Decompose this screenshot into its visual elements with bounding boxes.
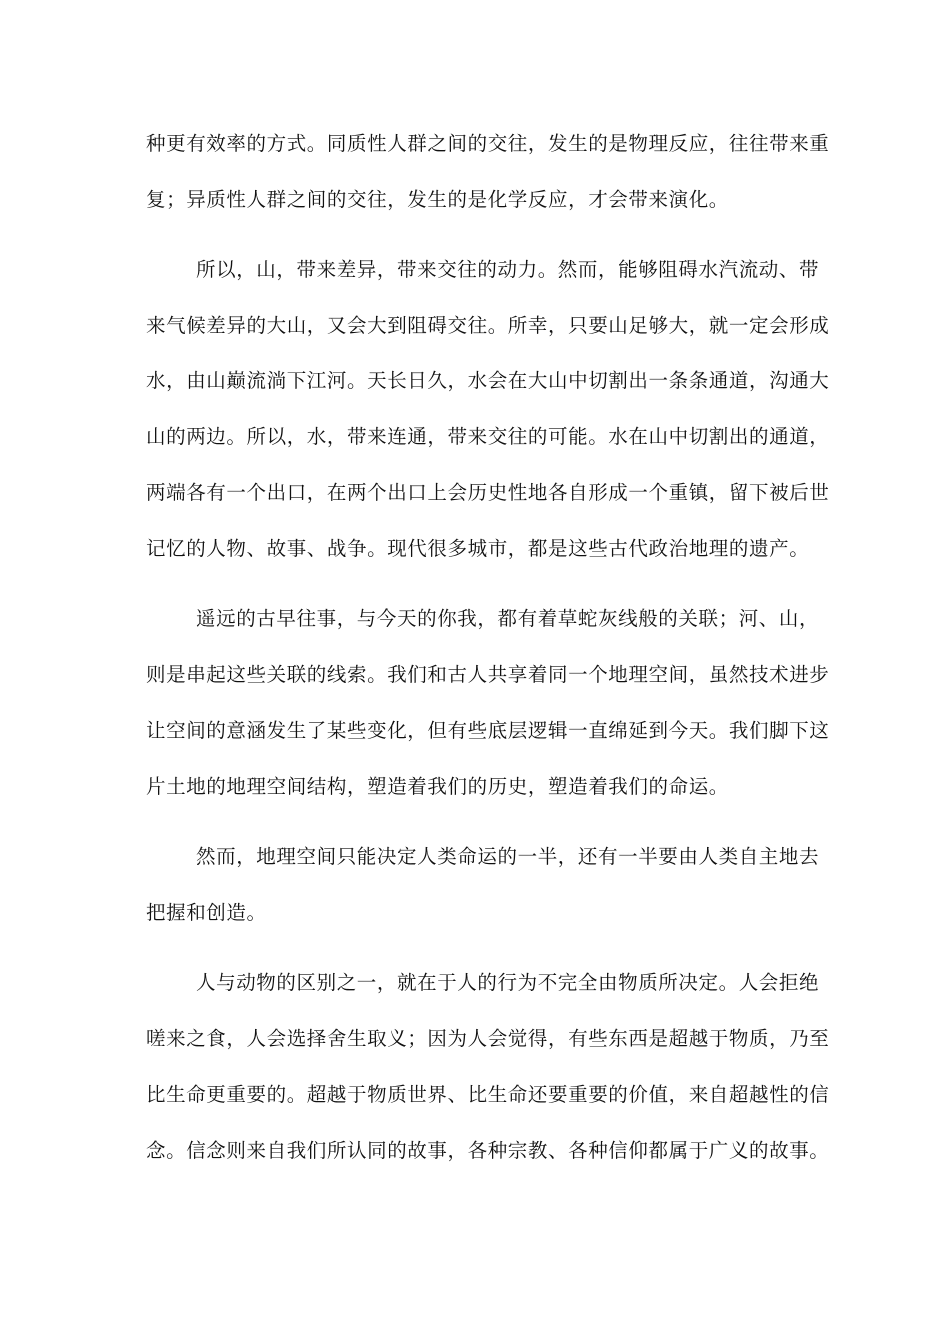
text-line: 嗟来之食，人会选择舍生取义；因为人会觉得，有些东西是超越于物质，乃至: [146, 1027, 830, 1050]
text-line: 记忆的人物、故事、战争。现代很多城市，都是这些古代政治地理的遗产。: [146, 537, 810, 560]
text-line: 复；异质性人群之间的交往，发生的是化学反应，才会带来演化。: [146, 188, 729, 211]
text-line: 来气候差异的大山，又会大到阻碍交往。所幸，只要山足够大，就一定会形成: [146, 314, 830, 337]
text-line: 让空间的意涵发生了某些变化，但有些底层逻辑一直绵延到今天。我们脚下这: [146, 719, 830, 742]
text-line: 种更有效率的方式。同质性人群之间的交往，发生的是物理反应，往往带来重: [146, 132, 830, 155]
text-line: 两端各有一个出口，在两个出口上会历史性地各自形成一个重镇，留下被后世: [146, 481, 830, 504]
text-line: 片土地的地理空间结构，塑造着我们的历史，塑造着我们的命运。: [146, 775, 729, 798]
text-line: 人与动物的区别之一，就在于人的行为不完全由物质所决定。人会拒绝: [196, 971, 820, 994]
text-line: 遥远的古早往事，与今天的你我，都有着草蛇灰线般的关联；河、山，: [196, 607, 820, 630]
text-line: 然而，地理空间只能决定人类命运的一半，还有一半要由人类自主地去: [196, 845, 820, 868]
text-line: 比生命更重要的。超越于物质世界、比生命还要重要的价值，来自超越性的信: [146, 1083, 830, 1106]
text-line: 山的两边。所以，水，带来连通，带来交往的可能。水在山中切割出的通道，: [146, 425, 830, 448]
text-line: 念。信念则来自我们所认同的故事，各种宗教、各种信仰都属于广义的故事。: [146, 1139, 830, 1162]
text-line: 所以，山，带来差异，带来交往的动力。然而，能够阻碍水汽流动、带: [196, 258, 820, 281]
text-line: 把握和创造。: [146, 901, 267, 924]
text-line: 则是串起这些关联的线索。我们和古人共享着同一个地理空间，虽然技术进步: [146, 663, 830, 686]
text-line: 水，由山巅流淌下江河。天长日久，水会在大山中切割出一条条通道，沟通大: [146, 369, 830, 392]
